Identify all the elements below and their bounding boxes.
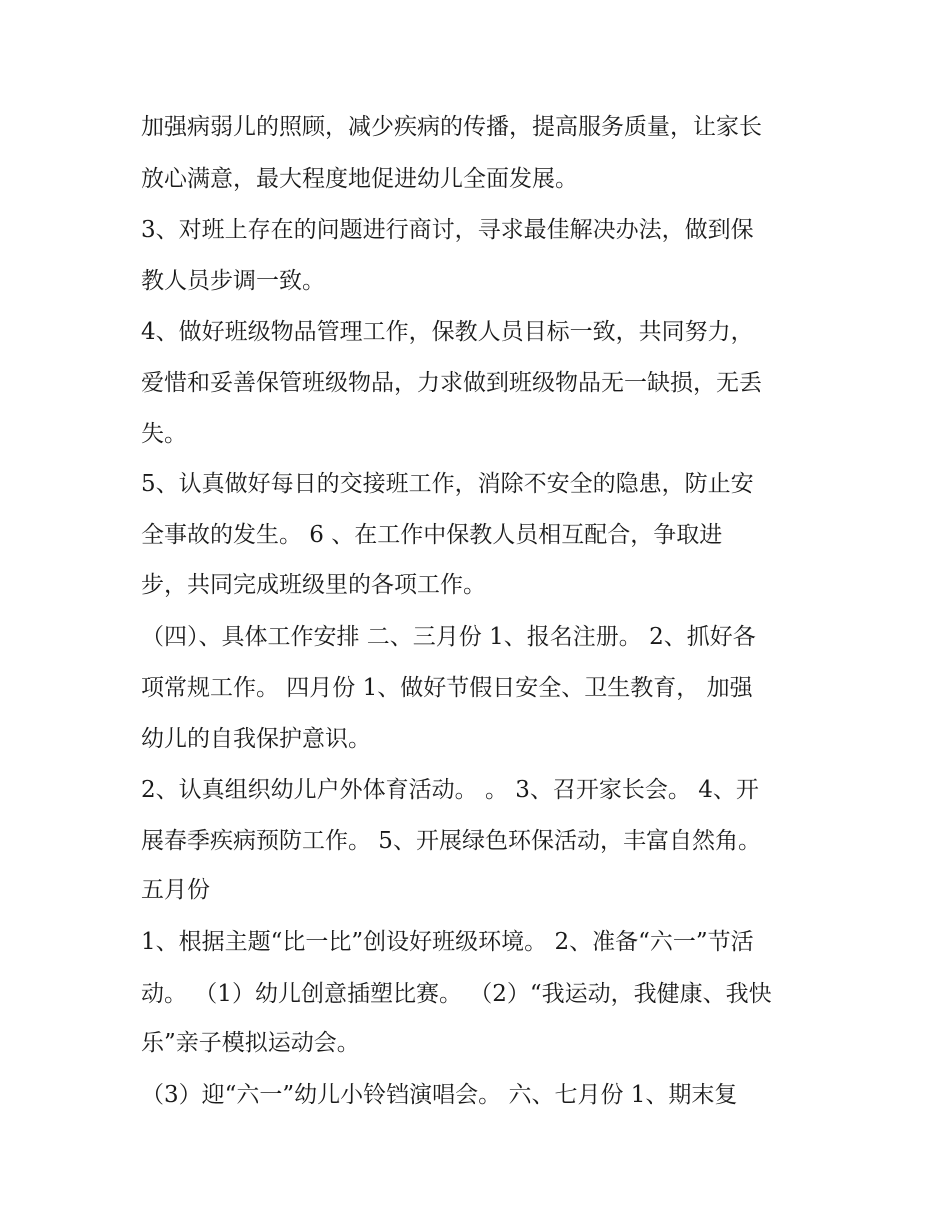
text-line: 3、对班上存在的问题进行商讨，寻求最佳解决办法，做到保 — [141, 217, 754, 243]
text-line: 放心满意，最大程度地促进幼儿全面发展。 — [141, 166, 578, 192]
text-line: 5、认真做好每日的交接班工作，消除不安全的隐患，防止安 — [141, 471, 754, 497]
text-line: 动。 （1）幼儿创意插塑比赛。 （2）“我运动，我健康、我快 — [141, 981, 772, 1007]
text-line: 教人员步调一致。 — [141, 268, 325, 294]
text-line: 展春季疾病预防工作。 5、开展绿色环保活动，丰富自然角。 — [141, 828, 761, 854]
text-line: （3）迎“六一”幼儿小铃铛演唱会。 六、七月份 1、期末复 — [141, 1082, 738, 1108]
text-line: 全事故的发生。 6 、在工作中保教人员相互配合，争取进 — [141, 522, 723, 548]
text-line: 失。 — [141, 421, 187, 447]
text-line: 1、根据主题“比一比”创设好班级环境。 2、准备“六一”节活 — [141, 929, 754, 955]
text-line: 幼儿的自我保护意识。 — [141, 726, 371, 752]
text-line: 步，共同完成班级里的各项工作。 — [141, 572, 486, 598]
text-line: 2、认真组织幼儿户外体育活动。 。 3、召开家长会。 4、开 — [141, 777, 759, 803]
text-line: 爱惜和妥善保管班级物品，力求做到班级物品无一缺损，无丢 — [141, 370, 762, 396]
text-line: 乐”亲子模拟运动会。 — [141, 1030, 360, 1056]
text-line: （四）、具体工作安排 二、三月份 1、报名注册。 2、抓好各 — [141, 624, 756, 650]
text-line: 加强病弱儿的照顾，减少疾病的传播，提高服务质量，让家长 — [141, 114, 762, 140]
text-line: 4、做好班级物品管理工作，保教人员目标一致，共同努力， — [141, 319, 754, 345]
text-line: 五月份 — [141, 877, 210, 903]
text-line: 项常规工作。 四月份 1、做好节假日安全、卫生教育， 加强 — [141, 675, 753, 701]
